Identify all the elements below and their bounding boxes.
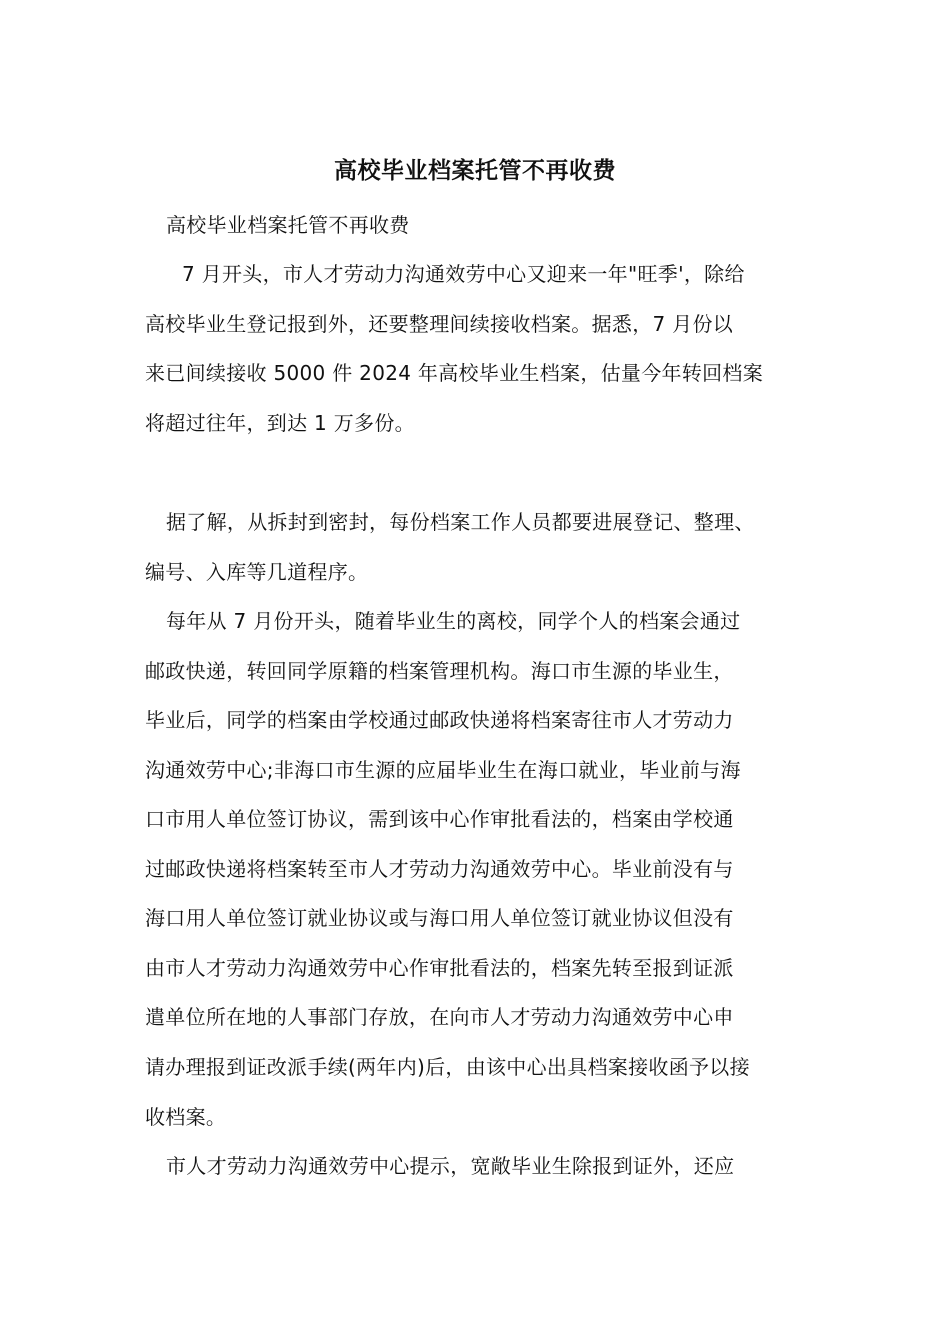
paragraph-3-line-5: 口市用人单位签订协议，需到该中心作审批看法的，档案由学校通 (145, 807, 734, 831)
paragraph-3-line-6: 过邮政快递将档案转至市人才劳动力沟通效劳中心。毕业前没有与 (145, 857, 734, 881)
paragraph-4-line-1: 市人才劳动力沟通效劳中心提示，宽敞毕业生除报到证外，还应 (166, 1154, 735, 1178)
paragraph-1-line-4: 将超过往年，到达 1 万多份。 (145, 411, 415, 435)
paragraph-1-line-2: 高校毕业生登记报到外，还要整理间续接收档案。据悉，7 月份以 (145, 312, 734, 336)
paragraph-3-line-7: 海口用人单位签订就业协议或与海口用人单位签订就业协议但没有 (145, 906, 734, 930)
paragraph-2-line-2: 编号、入库等几道程序。 (145, 560, 369, 584)
paragraph-3-line-3: 毕业后，同学的档案由学校通过邮政快递将档案寄往市人才劳动力 (145, 708, 734, 732)
paragraph-3-line-8: 由市人才劳动力沟通效劳中心作审批看法的，档案先转至报到证派 (145, 956, 734, 980)
paragraph-1-line-1: 7 月开头，市人才劳动力沟通效劳中心又迎来一年"旺季'，除给 (182, 262, 745, 286)
paragraph-3-line-1: 每年从 7 月份开头，随着毕业生的离校，同学个人的档案会通过 (166, 609, 741, 633)
paragraph-1-line-3: 来已间续接收 5000 件 2024 年高校毕业生档案，估量今年转回档案 (145, 361, 764, 385)
paragraph-3-line-4: 沟通效劳中心;非海口市生源的应届毕业生在海口就业，毕业前与海 (145, 758, 741, 782)
paragraph-3-line-10: 请办理报到证改派手续(两年内)后，由该中心出具档案接收函予以接 (145, 1055, 750, 1079)
document-subtitle: 高校毕业档案托管不再收费 (166, 213, 410, 237)
paragraph-3-line-11: 收档案。 (145, 1105, 227, 1129)
document-title: 高校毕业档案托管不再收费 (334, 157, 616, 184)
paragraph-3-line-2: 邮政快递，转回同学原籍的档案管理机构。海口市生源的毕业生， (145, 659, 734, 683)
paragraph-3-line-9: 遣单位所在地的人事部门存放，在向市人才劳动力沟通效劳中心申 (145, 1005, 734, 1029)
paragraph-2-line-1: 据了解，从拆封到密封，每份档案工作人员都要进展登记、整理、 (166, 510, 755, 534)
